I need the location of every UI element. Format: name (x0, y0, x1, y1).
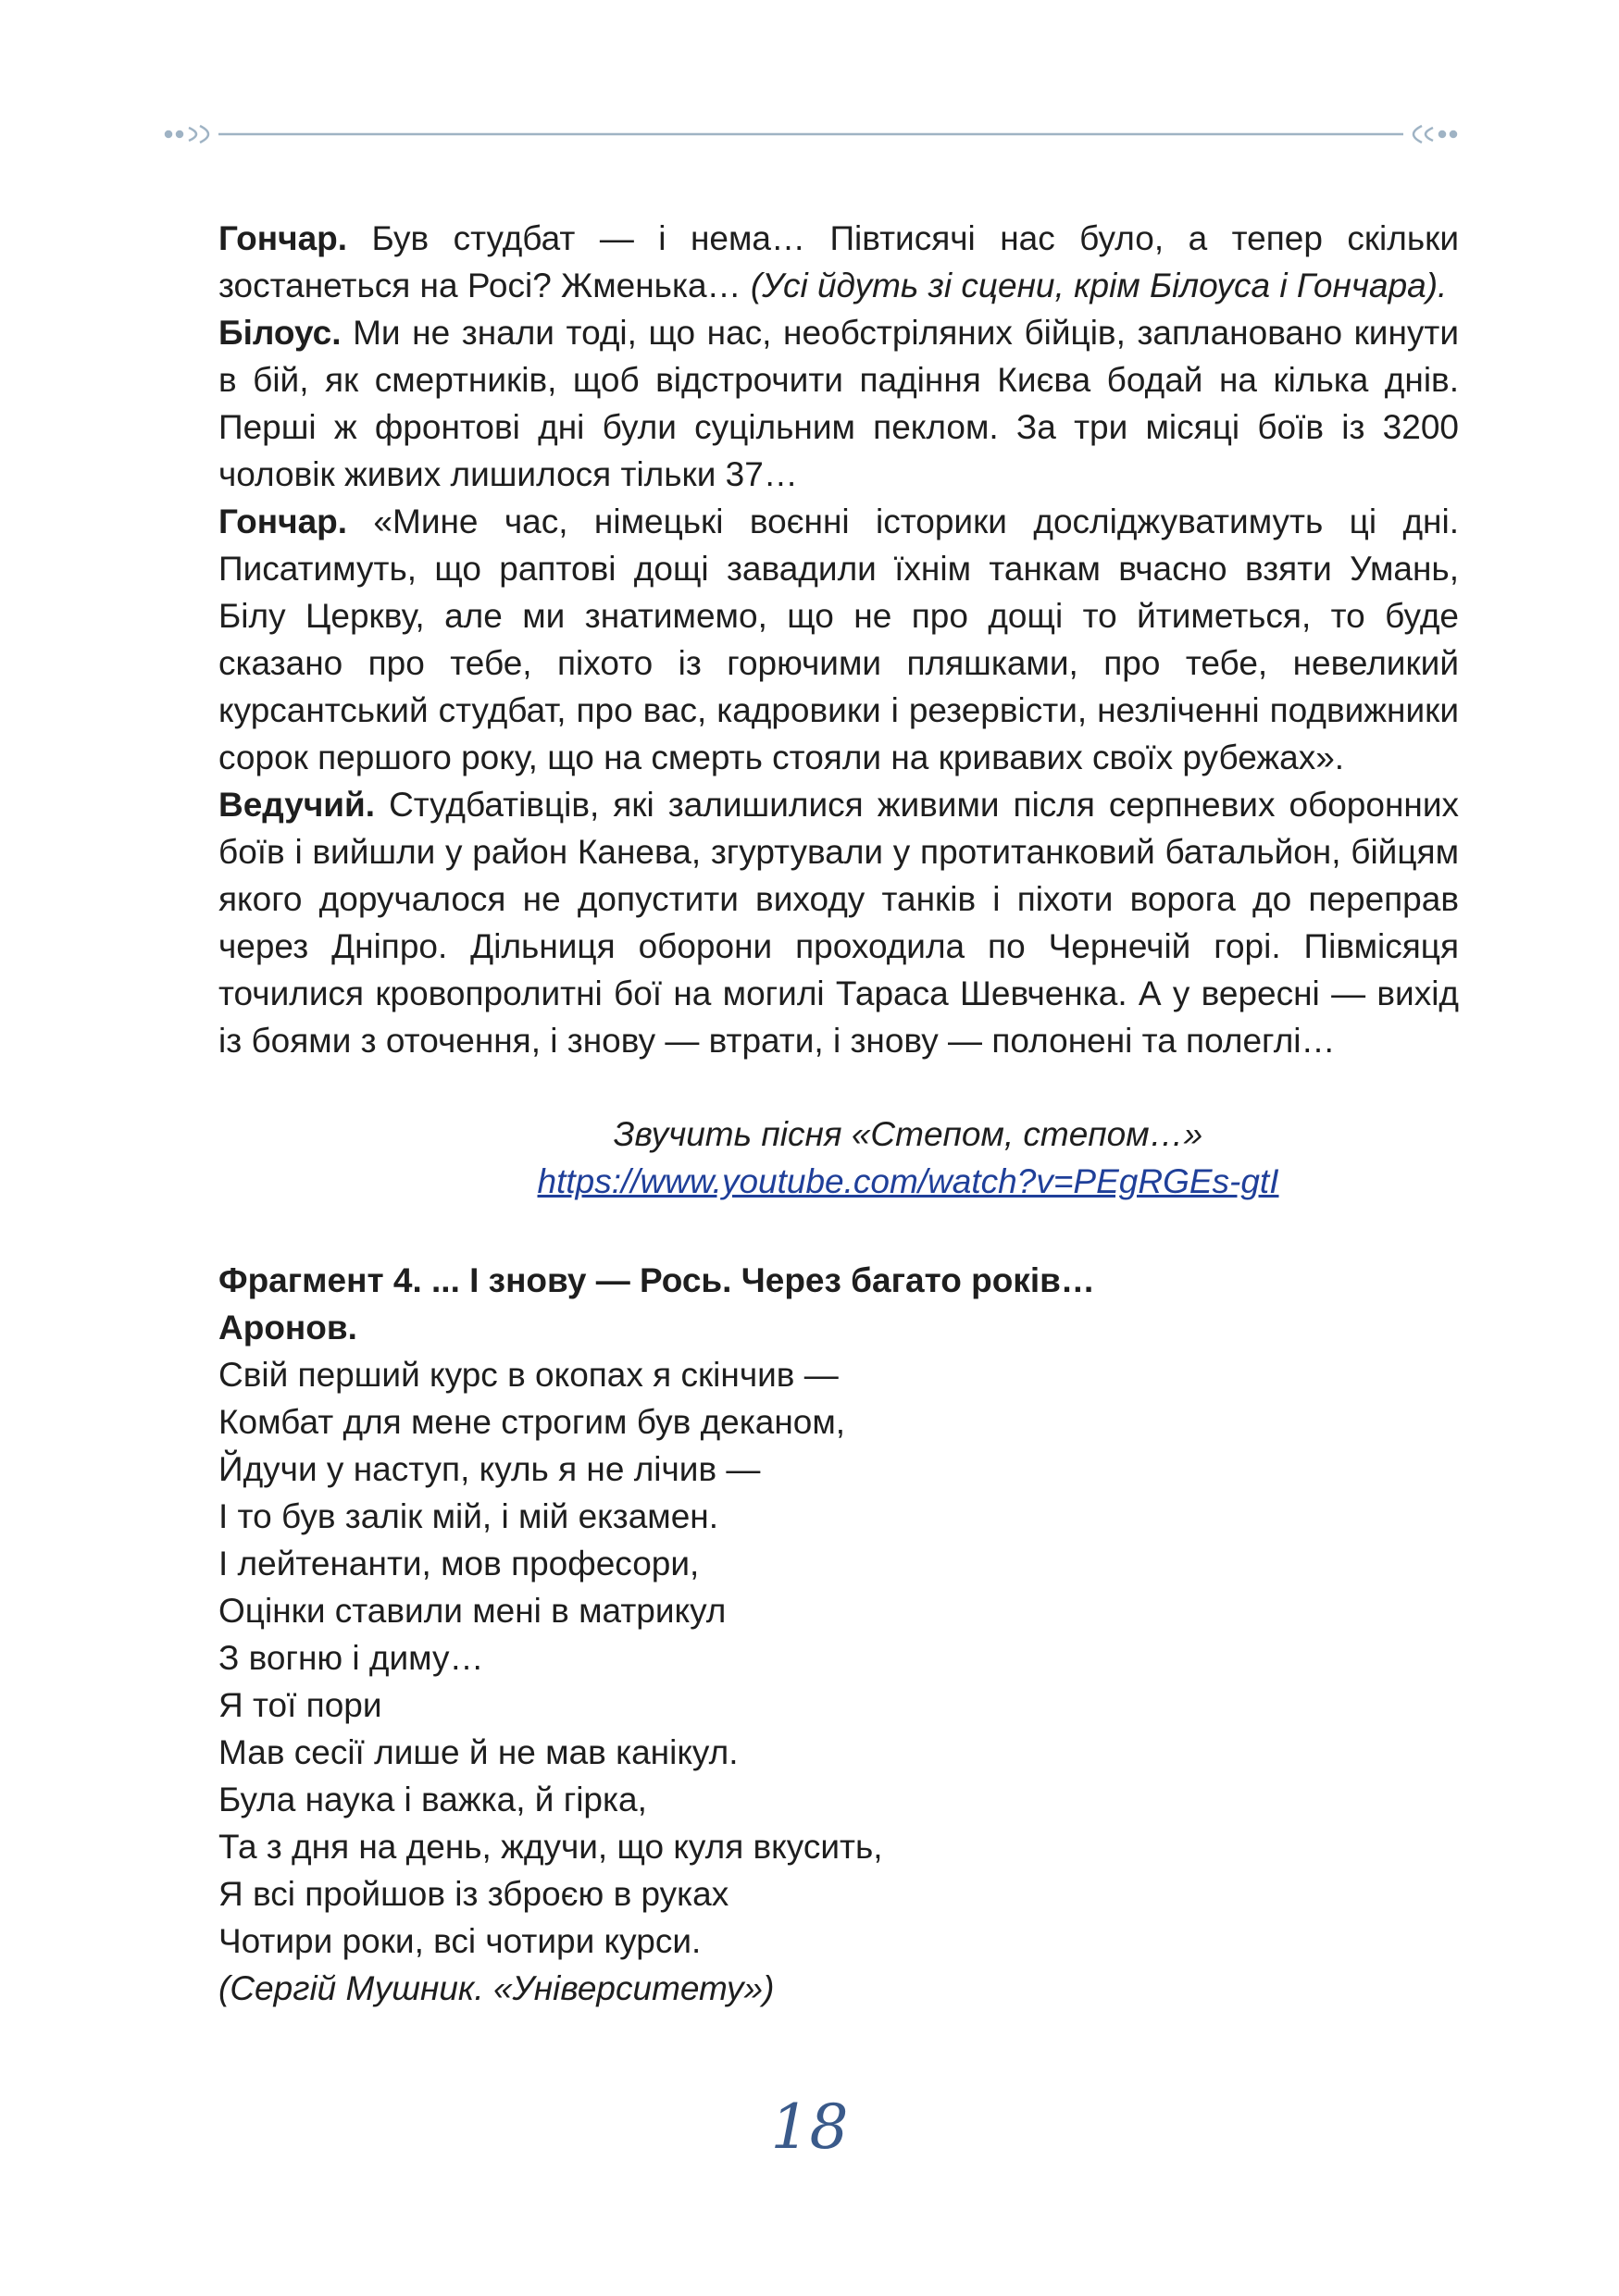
poem-line: Оцінки ставили мені в матрикул (218, 1592, 727, 1630)
dialogue-paragraph (218, 215, 1459, 309)
dialogue-text: «Мине час, німецькі воєнні історики досліджуватимуть ці дні. Писатимуть, що раптові дощі завадили їхнім танкам вчасно взяти Умань, Білу Церкву, але ми знатимемо, що не про дощі то йтиметься, то буде сказано про тебе, піхото із горючими пляшками, про тебе, невеликий курсантський студбат, про вас, кадровики і резервісти, незліченні подвижники сорок першого року, що на смерть стояли на кривавих своїх рубежах». (218, 503, 1459, 776)
song-link[interactable]: https://www.youtube.com/watch?v=PEgRGEs-gtI (537, 1162, 1279, 1200)
poem-line: З вогню і диму… (218, 1639, 484, 1677)
poem-line: І то був залік мій, і мій екзамен. (218, 1497, 719, 1535)
poem-line: І лейтенанти, мов професори, (218, 1545, 700, 1582)
dialogue-text: Був студбат — і нема… Півтисячі нас було, а тепер скільки зостанеться на Росі? Жменька… (218, 219, 1459, 304)
dialogue-text: Студбатівців, які залишилися живими після серпневих оборонних боїв і вийшли у район Канева, згуртували у протитанковий батальйон, бійцям якого доручалося не допустити виходу танків і піхоти ворога до переправ через Дніпро. Дільниця оборони проходила по Чернечій горі. Півмісяця точилися кровопролитні бої на могилі Тараса Шевченка. А у вересні — вихід із боями з оточення, і знову — втрати, і знову — полонені та полеглі… (218, 786, 1459, 1060)
poem-line: Була наука і важка, й гірка, (218, 1781, 647, 1818)
page-content (218, 215, 1459, 2012)
poem-line: Комбат для мене строгим був деканом, (218, 1403, 846, 1441)
poem-line: Я всі пройшов із зброєю в руках (218, 1875, 729, 1913)
poem-line: Мав сесії лише й не мав канікул. (218, 1733, 739, 1771)
dialogue-paragraph (218, 498, 1459, 781)
speaker-name: Білоус. (218, 314, 342, 352)
poem-line: Я тої пори (218, 1686, 382, 1724)
page-number: 18 (770, 2091, 849, 2163)
song-note (218, 1111, 1459, 1205)
speaker-name: Ведучий. (218, 786, 376, 824)
dialogue-paragraph (218, 781, 1459, 1064)
poem-attribution: (Сергій Мушник. «Університету») (218, 1969, 775, 2007)
dialogue-paragraph (218, 309, 1459, 498)
poem (218, 1351, 1459, 2012)
poem-line: Свій перший курс в окопах я скінчив — (218, 1356, 839, 1394)
poem-line: Йдучи у наступ, куль я не лічив — (218, 1450, 761, 1488)
speaker-name: Гончар. (218, 503, 348, 540)
fragment-title: Фрагмент 4. ... І знову — Рось. Через багато років… (218, 1261, 1095, 1299)
header-ornament-divider (163, 120, 1459, 148)
poem-line: Та з дня на день, ждучи, що куля вкусить, (218, 1828, 883, 1866)
dialogue-text: Ми не знали тоді, що нас, необстріляних бійців, заплановано кинути в бій, як смертників, щоб відстрочити падіння Києва бодай на кілька днів. Перші ж фронтові дні були суцільним пеклом. За три місяці боїв із 3200 чоловік живих лишилося тільки 37… (218, 314, 1459, 493)
poem-line: Чотири роки, всі чотири курси. (218, 1922, 702, 1960)
song-caption: Звучить пісня «Степом, степом…» (613, 1115, 1203, 1153)
stage-direction: (Усі йдуть зі сцени, крім Білоуса і Гончара). (750, 267, 1448, 304)
speaker-name: Гончар. (218, 219, 348, 257)
poem-author-speaker: Аронов. (218, 1309, 357, 1347)
